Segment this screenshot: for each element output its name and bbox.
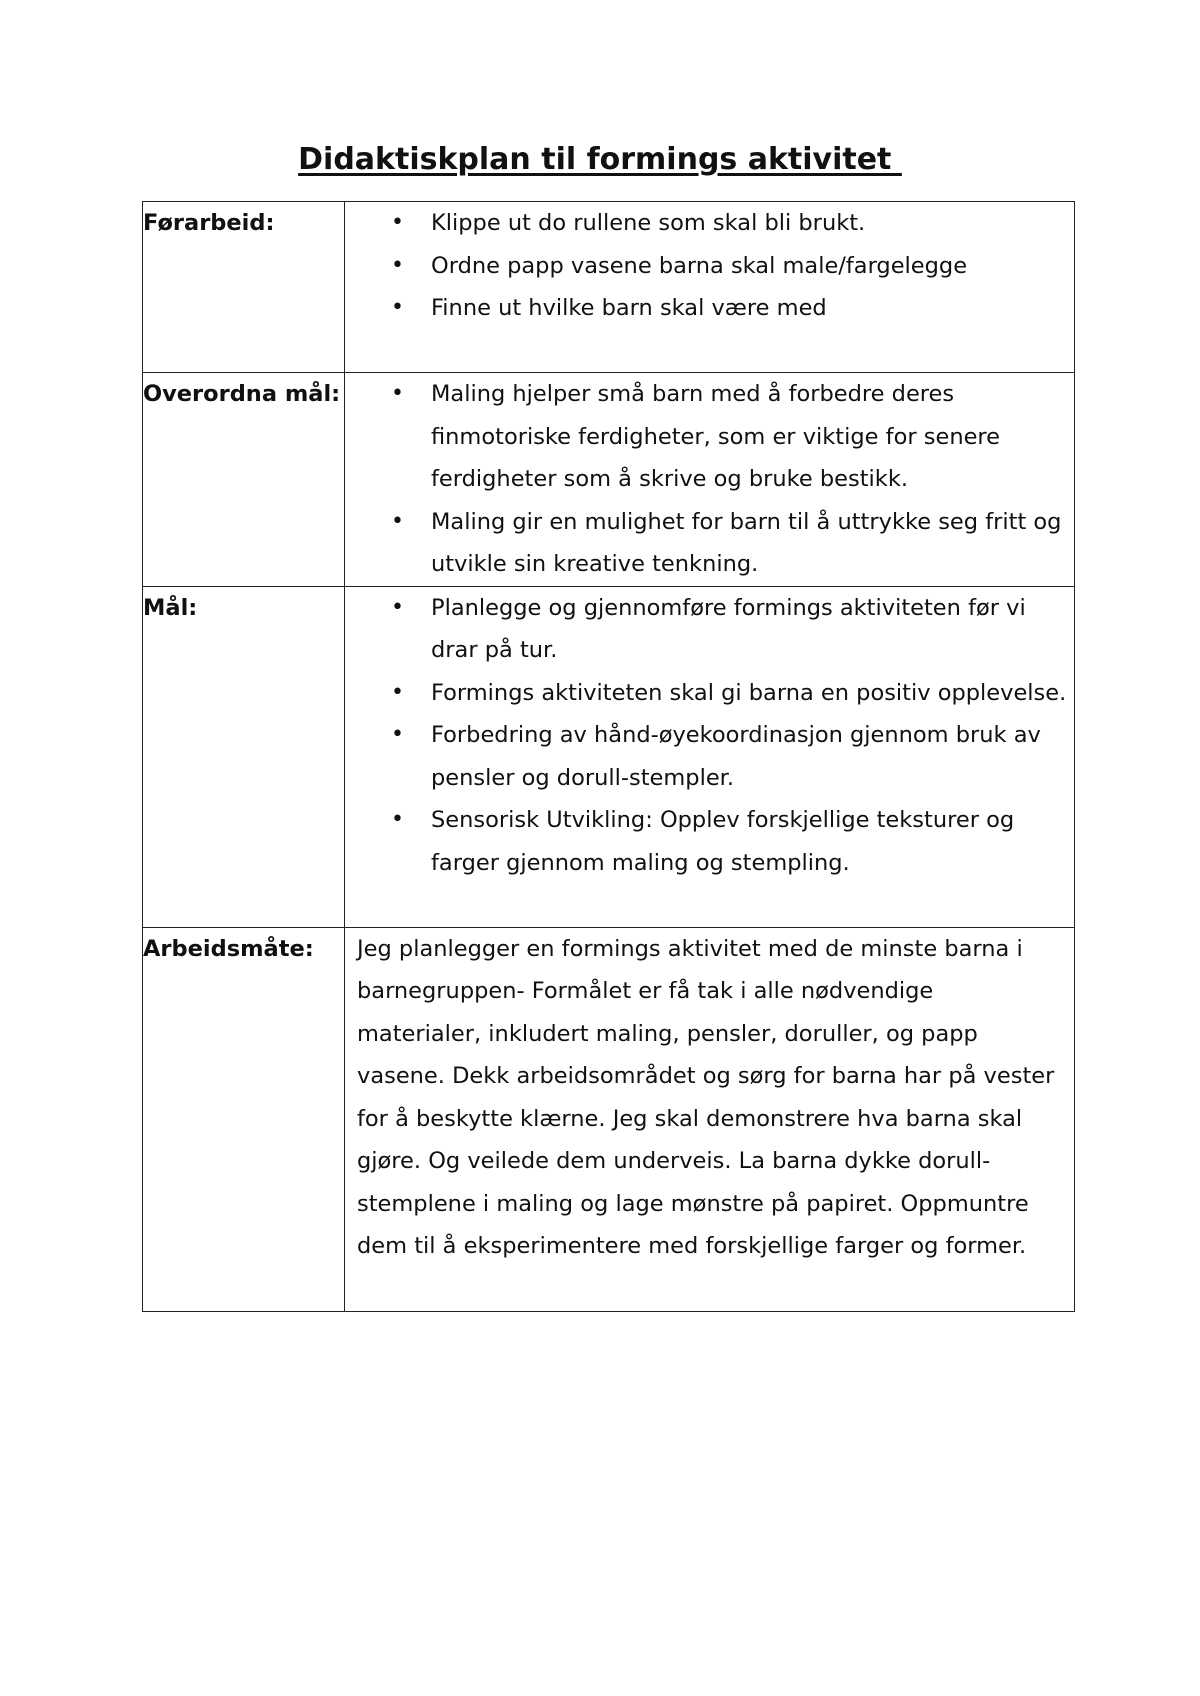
list-item: • Maling gir en mulighet for barn til å uttrykke seg fritt og utvikle sin kreative tenkning. bbox=[345, 501, 1074, 586]
table-row-mal bbox=[143, 586, 1075, 927]
table-row-forarbeid bbox=[143, 202, 1075, 373]
table-row-overordna-mal bbox=[143, 373, 1075, 587]
row-label: Overordna mål: bbox=[143, 373, 345, 587]
list-item: • Planlegge og gjennomføre formings aktiviteten før vi drar på tur. bbox=[345, 587, 1074, 672]
row-content bbox=[345, 373, 1075, 587]
list-item: • Finne ut hvilke barn skal være med bbox=[345, 287, 1074, 330]
row-label: Mål: bbox=[143, 586, 345, 927]
list-item: • Forbedring av hånd-øyekoordinasjon gjennom bruk av pensler og dorull-stempler. bbox=[345, 714, 1074, 799]
plan-table bbox=[142, 201, 1075, 1312]
row-content bbox=[345, 202, 1075, 373]
list-item: • Klippe ut do rullene som skal bli brukt. bbox=[345, 202, 1074, 245]
row-label: Arbeidsmåte: bbox=[143, 927, 345, 1311]
list-item: • Ordne papp vasene barna skal male/fargelegge bbox=[345, 245, 1074, 288]
table-row-arbeidsmate bbox=[143, 927, 1075, 1311]
document-title: Didaktiskplan til formings aktivitet bbox=[298, 142, 902, 177]
list-item: • Formings aktiviteten skal gi barna en positiv opplevelse. bbox=[345, 672, 1074, 715]
row-label: Førarbeid: bbox=[143, 202, 345, 373]
row-paragraph: Jeg planlegger en formings aktivitet med de minste barna i barnegruppen- Formålet er få tak i alle nødvendige materialer, inkludert maling, pensler, doruller, og papp vasene. Dekk arbeidsområdet og sørg for barna har på vester for å beskytte klærne. Jeg skal demonstrere hva barna skal gjøre. Og veilede dem underveis. La barna dykke dorull-stemplene i maling og lage mønstre på papiret. Oppmuntre dem til å eksperimentere med forskjellige farger og former. bbox=[345, 927, 1075, 1311]
bullet-list bbox=[345, 587, 1074, 885]
list-item: • Maling hjelper små barn med å forbedre deres finmotoriske ferdigheter, som er viktige for senere ferdigheter som å skrive og bruke bestikk. bbox=[345, 373, 1074, 501]
bullet-list bbox=[345, 373, 1074, 586]
list-item: • Sensorisk Utvikling: Opplev forskjellige teksturer og farger gjennom maling og stempling. bbox=[345, 799, 1074, 884]
row-content bbox=[345, 586, 1075, 927]
bullet-list bbox=[345, 202, 1074, 330]
